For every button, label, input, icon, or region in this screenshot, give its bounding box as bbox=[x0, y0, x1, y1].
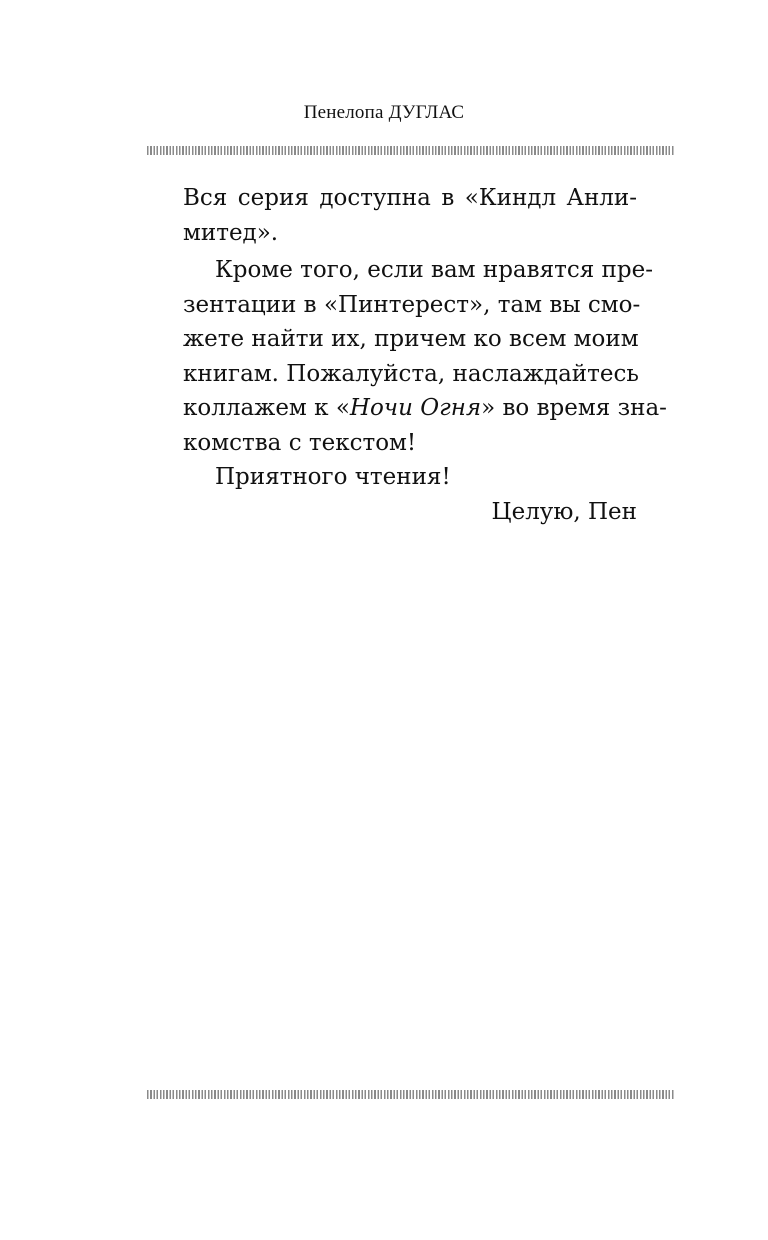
page-body-text bbox=[183, 181, 667, 529]
signoff: Целую, Пен bbox=[491, 498, 637, 525]
paragraph-2-line-2: зентации в «Пинтерест», там вы смо- bbox=[183, 291, 641, 318]
paragraph-2-line-6: комства с текстом! bbox=[183, 429, 417, 456]
running-head: Пенелопа ДУГЛАС bbox=[303, 102, 465, 123]
paragraph-3-line-1: Приятного чтения! bbox=[215, 464, 451, 490]
paragraph-2-line-4: книгам. Пожалуйста, наслаждайтесь bbox=[183, 360, 639, 387]
line-5-text-after: » во время зна- bbox=[481, 395, 667, 421]
paragraph-2-line-5 bbox=[183, 391, 667, 426]
bottom-decorative-rule bbox=[147, 1090, 674, 1099]
paragraph-1-line-2: митед». bbox=[183, 219, 279, 246]
book-title-italic: Ночи Огня bbox=[349, 395, 482, 421]
paragraph-2-line-3: жете найти их, причем ко всем моим bbox=[183, 326, 639, 352]
paragraph-2-line-1: Кроме того, если вам нравятся пре- bbox=[215, 257, 653, 283]
top-decorative-rule bbox=[147, 146, 674, 155]
paragraph-1-line-1: Вся серия доступна в «Киндл Анли- bbox=[183, 185, 637, 211]
line-5-text-before: коллажем к « bbox=[183, 395, 350, 421]
